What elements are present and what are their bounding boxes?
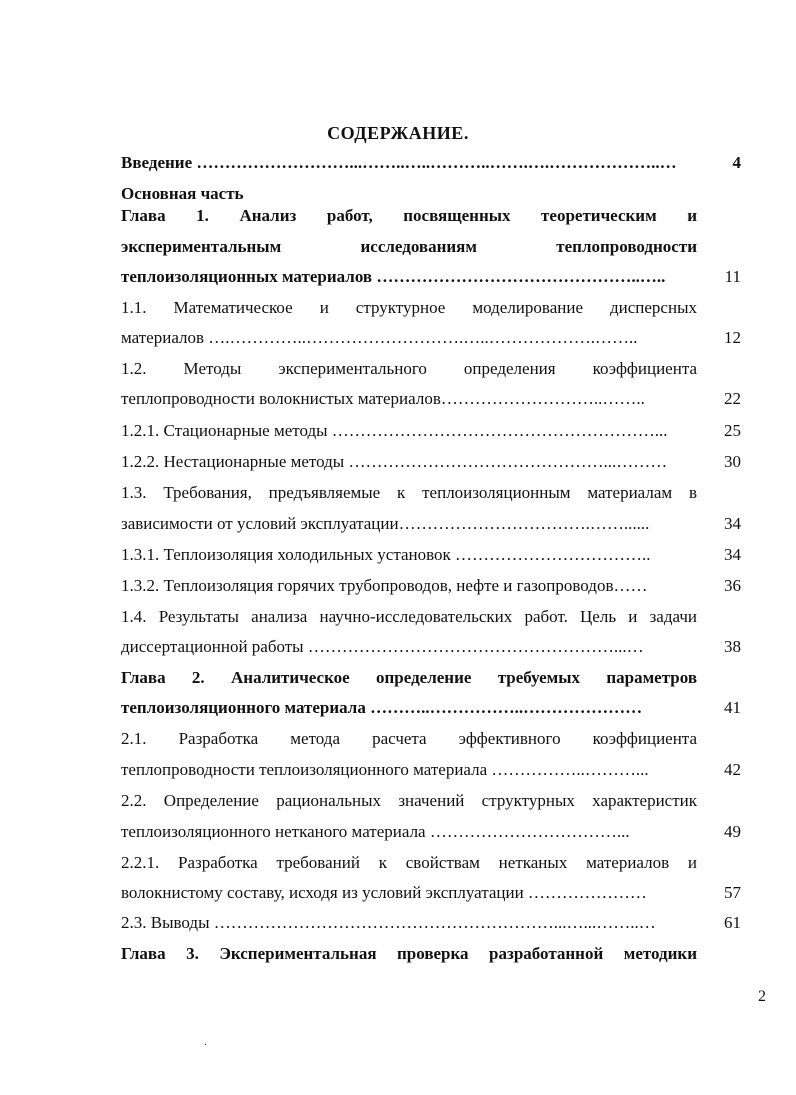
toc-entry-text: 1.3. Требования, предъявляемые к теплоизоляционным материалам в	[121, 483, 697, 502]
toc-entry-page: 34	[724, 545, 741, 564]
toc-entry-text: Глава 1. Анализ работ, посвященных теоретическим и	[121, 206, 697, 225]
toc-entry-page: 38	[724, 637, 741, 656]
toc-entry-text: материалов ….…………..……………………….…..……………….……..	[121, 328, 638, 347]
toc-entry-page: 12	[724, 328, 741, 347]
toc-entry-text: диссертационной работы ………………………………………………...…	[121, 637, 644, 656]
toc-entry[interactable]	[121, 757, 741, 783]
toc-entry-text: 1.2.1. Стационарные методы …………………………………………………...	[121, 421, 668, 440]
toc-entry-page: 49	[724, 822, 741, 841]
toc-entry-text: Основная часть	[121, 184, 244, 203]
toc-entry-text: теплопроводности теплоизоляционного материала ……………..………...	[121, 760, 649, 779]
toc-entry[interactable]	[121, 418, 741, 444]
toc-entry[interactable]	[121, 695, 741, 721]
toc-entry-page: 25	[724, 421, 741, 440]
toc-entry[interactable]	[121, 634, 741, 660]
toc-heading: СОДЕРЖАНИЕ.	[327, 123, 469, 143]
toc-entry-text: теплоизоляционного материала ………..……………..…………………	[121, 698, 643, 717]
toc-entry-text: 1.1. Математическое и структурное моделирование дисперсных	[121, 298, 697, 317]
toc-entry-text: 2.2.1. Разработка требований к свойствам нетканых материалов и	[121, 853, 697, 872]
toc-entry-text: 1.2.2. Нестационарные методы ………………………………………...………	[121, 452, 668, 471]
toc-entry[interactable]	[121, 726, 741, 752]
toc-entry[interactable]	[121, 234, 741, 260]
toc-entry-text: Введение ………………………...……..…..………..…….….………………..…	[121, 153, 677, 172]
toc-entry[interactable]	[121, 880, 741, 906]
toc-entry[interactable]	[121, 850, 741, 876]
toc-entry-text: 1.3.2. Теплоизоляция горячих трубопроводов, нефте и газопроводов……	[121, 576, 648, 595]
toc-entry[interactable]	[121, 819, 741, 845]
toc-entry-text: теплоизоляционного нетканого материала ……………………………...	[121, 822, 630, 841]
toc-entry-text: зависимости от условий эксплуатации…………………………….……......	[121, 514, 650, 533]
toc-entry-text: 2.1. Разработка метода расчета эффективного коэффициента	[121, 729, 697, 748]
toc-entry[interactable]	[121, 910, 741, 936]
toc-entry[interactable]	[121, 203, 741, 229]
toc-entry-page: 34	[724, 514, 741, 533]
toc-entry-text: 1.2. Методы экспериментального определения коэффициента	[121, 359, 697, 378]
toc-entry-page: 36	[724, 576, 741, 595]
toc-entry-text: теплопроводности волокнистых материалов………………………..……..	[121, 389, 645, 408]
toc-entry-page: 57	[724, 883, 741, 902]
toc-entry-text: 2.2. Определение рациональных значений структурных характеристик	[121, 791, 697, 810]
toc-entry[interactable]	[121, 480, 741, 506]
page-number: 2	[758, 988, 766, 1005]
toc-entry-text: 1.4. Результаты анализа научно-исследовательских работ. Цель и задачи	[121, 607, 697, 626]
toc-entry[interactable]	[121, 386, 741, 412]
toc-entry[interactable]	[121, 295, 741, 321]
toc-entry[interactable]	[121, 264, 741, 290]
toc-entry[interactable]	[121, 604, 741, 630]
toc-entry-text: 2.3. Выводы ……………………………………………………...…...……..…	[121, 913, 656, 932]
toc-entry[interactable]	[121, 150, 741, 176]
toc-entry[interactable]	[121, 788, 741, 814]
toc-entry-text: экспериментальным исследованиям теплопроводности	[121, 237, 697, 256]
toc-entry[interactable]	[121, 325, 741, 351]
toc-entry-page: 30	[724, 452, 741, 471]
toc-entry[interactable]	[121, 511, 741, 537]
toc-entry[interactable]	[121, 449, 741, 475]
toc-entry[interactable]	[121, 542, 741, 568]
toc-entry-page: 22	[724, 389, 741, 408]
scan-speck: ·	[204, 1040, 208, 1051]
toc-entry-page: 4	[732, 153, 741, 172]
toc-entry-page: 61	[724, 913, 741, 932]
toc-entry-page: 42	[724, 760, 741, 779]
toc-entry-text: теплоизоляционных материалов ………………………………………..…..	[121, 267, 666, 286]
toc-entry[interactable]	[121, 573, 741, 599]
toc-entry-page: 11	[724, 267, 741, 286]
toc-entry-text: Глава 2. Аналитическое определение требуемых параметров	[121, 668, 697, 687]
toc-entry-text: 1.3.1. Теплоизоляция холодильных установок ……………………………..	[121, 545, 651, 564]
toc-entry[interactable]	[121, 356, 741, 382]
toc-entry-text: Глава 3. Экспериментальная проверка разработанной методики	[121, 944, 697, 963]
toc-entry[interactable]	[121, 665, 741, 691]
toc-entry-page: 41	[724, 698, 741, 717]
toc-entry-text: волокнистому составу, исходя из условий эксплуатации …………………	[121, 883, 647, 902]
toc-entry[interactable]	[121, 941, 741, 967]
